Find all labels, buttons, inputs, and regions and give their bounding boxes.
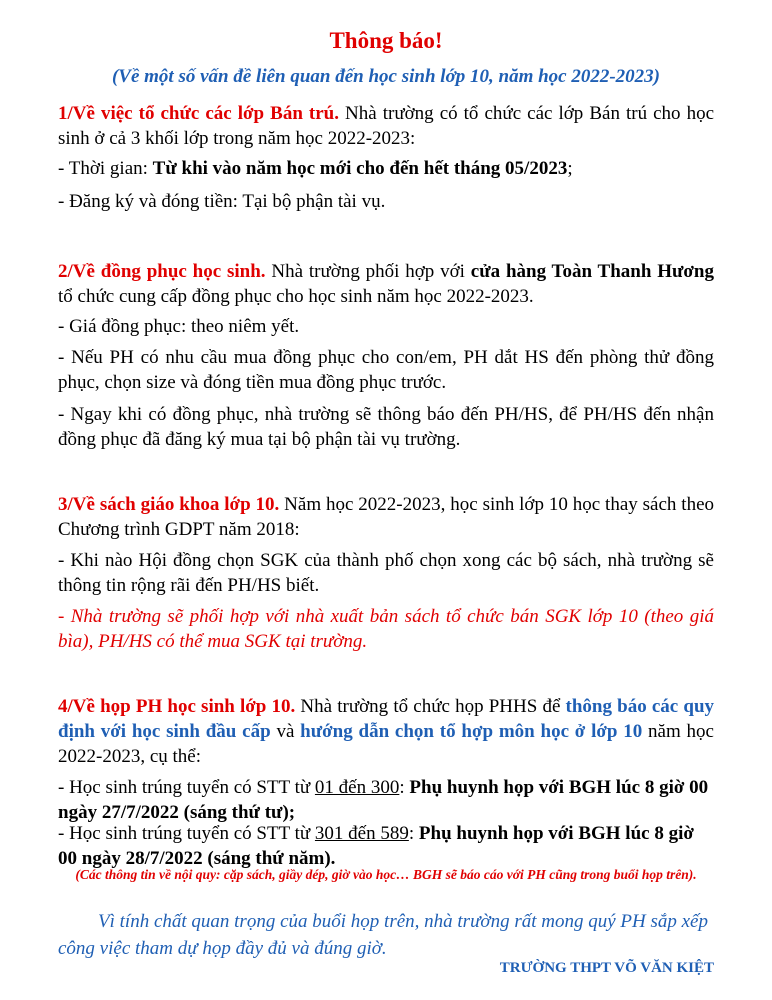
section4-group1-range: 01 đến 300: [314, 777, 400, 798]
page-subtitle: (Về một số vấn đề liên quan đến học sinh lớp 10, năm học 2022-2023): [111, 66, 661, 87]
page-title: Thông báo!: [329, 28, 443, 53]
section3-intro-text: Năm học 2022-2023, học sinh lớp 10 học thay sách theo Chương trình GDPT năm 2018:: [58, 494, 714, 540]
section2-heading: 2/Về đồng phục học sinh.: [58, 261, 266, 282]
section4-group1-prefix: - Học sinh trúng tuyển có STT từ: [58, 777, 315, 798]
section2-buy: - Nếu PH có nhu cầu mua đồng phục cho con/em, PH dắt HS đến phòng thử đồng phục, chọn size và đóng tiền mua đồng phục trước.: [58, 347, 714, 393]
section4-heading: 4/Về họp PH học sinh lớp 10.: [58, 696, 296, 717]
section3-council: - Khi nào Hội đồng chọn SGK của thành phố chọn xong các bộ sách, nhà trường sẽ thông tin rộng rãi đến PH/HS biết.: [58, 550, 714, 596]
section2-intro-a: Nhà trường phối hợp với: [265, 261, 471, 282]
section4-group1: [58, 775, 714, 825]
section4-topic2: hướng dẫn chọn tổ hợp môn học ở lớp 10: [300, 721, 643, 742]
section4-intro: [58, 694, 714, 769]
section4-group2-meeting: Phụ huynh họp với BGH lúc 8 giờ 00 ngày 28/7/2022 (sáng thứ năm).: [58, 823, 694, 869]
section4-group2-range: 301 đến 589: [314, 823, 409, 844]
section1-time-label: - Thời gian:: [58, 158, 153, 179]
section4-intro-b: và: [270, 721, 301, 742]
closing-remark: Vì tính chất quan trọng của buổi họp trên, nhà trường rất mong quý PH sắp xếp công việc tham dự họp đầy đủ và đúng giờ.: [58, 911, 708, 959]
section3-heading: 3/Về sách giáo khoa lớp 10.: [58, 494, 280, 515]
section4-group2-sep: :: [408, 823, 419, 844]
section4-intro-c: năm học 2022-2023, cụ thể:: [58, 721, 714, 767]
section1-intro: [58, 101, 714, 151]
section4-group1-meeting: Phụ huynh họp với BGH lúc 8 giờ 00 ngày 27/7/2022 (sáng thứ tư);: [58, 777, 709, 823]
section1-time-end: ;: [567, 158, 573, 179]
section2-shop: cửa hàng Toàn Thanh Hương: [470, 261, 714, 282]
section4-intro-a: Nhà trường tổ chức họp PHHS để: [295, 696, 566, 717]
section4-group1-sep: :: [399, 777, 410, 798]
section2-receive: - Ngay khi có đồng phục, nhà trường sẽ thông báo đến PH/HS, để PH/HS đến nhận đồng phục đã đăng ký mua tại bộ phận tài vụ trường.: [58, 404, 714, 450]
section4-note: (Các thông tin về nội quy: cặp sách, giầy dép, giờ vào học… BGH sẽ báo cáo với PH cũng trong buổi họp trên).: [75, 867, 697, 882]
section4-group2-prefix: - Học sinh trúng tuyển có STT từ: [58, 823, 315, 844]
section2-intro: [58, 259, 714, 309]
school-signature: TRƯỜNG THPT VÕ VĂN KIỆT: [499, 960, 714, 976]
section2-intro-b: tổ chức cung cấp đồng phục cho học sinh năm học 2022-2023.: [58, 286, 534, 307]
section1-heading: 1/Về việc tổ chức các lớp Bán trú.: [58, 103, 339, 124]
section2-price: - Giá đồng phục: theo niêm yết.: [58, 316, 300, 337]
section1-register: - Đăng ký và đóng tiền: Tại bộ phận tài vụ.: [58, 191, 386, 212]
section1-time-value: Từ khi vào năm học mới cho đến hết tháng 05/2023: [152, 158, 568, 179]
section4-group2: [58, 821, 714, 871]
section3-sale: - Nhà trường sẽ phối hợp với nhà xuất bản sách tổ chức bán SGK lớp 10 (theo giá bìa), PH/HS có thể mua SGK tại trường.: [58, 606, 714, 652]
section1-time: [58, 156, 714, 181]
section3-intro: [58, 492, 714, 542]
section1-intro-text: Nhà trường có tổ chức các lớp Bán trú cho học sinh ở cả 3 khối lớp trong năm học 2022-2023:: [58, 103, 715, 149]
section4-topic1: thông báo các quy định với học sinh đầu cấp: [58, 696, 715, 742]
